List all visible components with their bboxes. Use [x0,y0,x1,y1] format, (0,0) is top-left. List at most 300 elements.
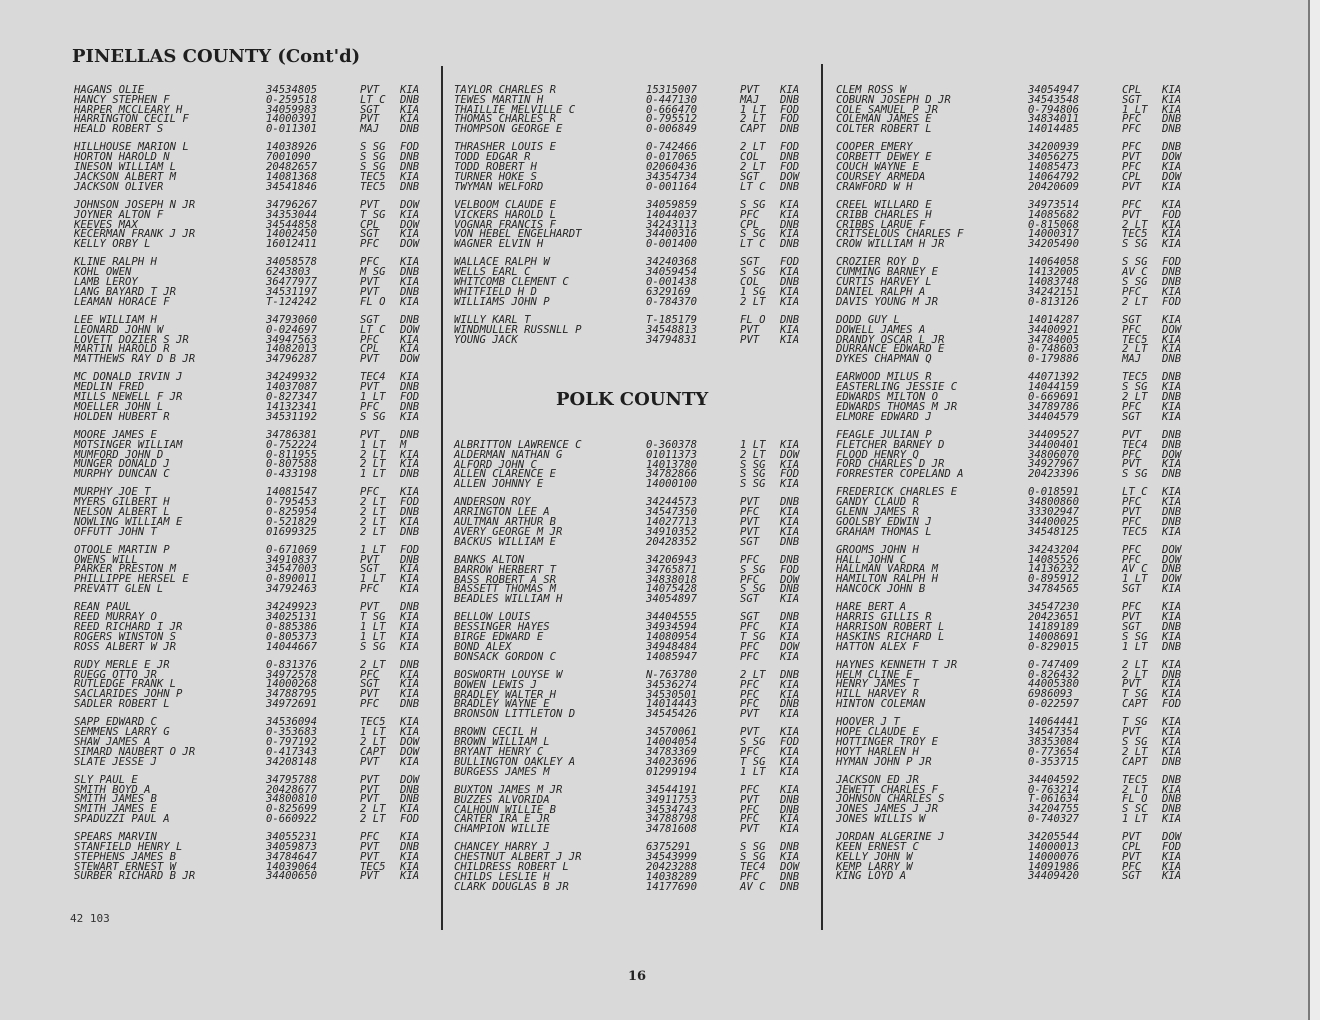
serial-cell: 34200939 [1028,141,1080,154]
name-cell: COUCH WAYNE E [836,161,919,174]
serial-cell: 14075428 [646,583,698,596]
status-cell: KIA [400,726,420,739]
serial-cell: 0-666470 [646,103,698,116]
serial-cell: T-061634 [1028,793,1080,806]
serial-cell: 14013780 [646,458,698,471]
serial-cell: 14091986 [1028,860,1080,873]
name-cell: HORTON HAROLD N [74,151,170,164]
name-cell: CRITSELOUS CHARLES F [836,228,964,241]
serial-cell: 0-259518 [266,93,318,106]
status-cell: DOW [1162,553,1182,566]
rank-cell: SGT [360,103,380,116]
rank-cell: LT C [360,323,386,336]
name-cell: AULTMAN ARTHUR B [454,516,557,529]
serial-cell: 0-447130 [646,93,698,106]
serial-cell: 34055231 [266,831,318,844]
rank-cell: PFC [1122,601,1142,614]
serial-cell: T-124242 [266,295,318,308]
status-cell: DNB [400,151,420,164]
name-cell: THAILLIE MELVILLE C [454,103,576,116]
name-cell: HALL JOHN C [836,553,907,566]
rank-cell: PFC [1122,860,1142,873]
rank-cell: PFC [360,333,380,346]
serial-cell: 34784647 [266,850,318,863]
name-cell: VOGNAR FRANCIS F [454,218,557,231]
status-cell: DNB [780,583,800,596]
name-cell: JOYNER ALTON F [74,208,164,221]
serial-cell: 14002450 [266,228,318,241]
rank-cell: 2 LT [740,295,766,308]
serial-cell: 34409527 [1028,428,1080,441]
status-cell: KIA [1162,285,1182,298]
status-cell: KIA [780,295,800,308]
status-cell: DOW [1162,573,1182,586]
name-cell: HANCY STEPHEN F [74,93,170,106]
serial-cell: 0-671069 [266,543,318,556]
rank-cell: M SG [360,266,386,279]
name-cell: HINTON COLEMAN [836,698,926,711]
rank-cell: 2 LT [1122,745,1148,758]
status-cell: KIA [1162,601,1182,614]
serial-cell: 34800860 [1028,496,1080,509]
rank-cell: 2 LT [360,505,386,518]
serial-cell: 0-022597 [1028,698,1080,711]
rank-cell: PFC [1122,113,1142,126]
status-cell: DNB [1162,141,1182,154]
status-cell: FOD [780,113,800,126]
name-cell: REAN PAUL [74,601,132,614]
name-cell: COURSEY ARMEDA [836,170,926,183]
serial-cell: 14085526 [1028,553,1080,566]
rank-cell: 1 LT [1122,640,1148,653]
status-cell: DNB [1162,620,1182,633]
serial-cell: 34927967 [1028,458,1080,471]
rank-cell: CPL [360,343,380,356]
serial-cell: 0-669691 [1028,391,1080,404]
serial-cell: 0-825954 [266,505,318,518]
name-cell: GANDY CLAUD R [836,496,919,509]
serial-cell: 20423396 [1028,468,1080,481]
serial-cell: 14136232 [1028,563,1080,576]
status-cell: KIA [1162,228,1182,241]
name-cell: WILLIAMS JOHN P [454,295,550,308]
serial-cell: 33302947 [1028,505,1080,518]
status-cell: KIA [400,486,420,499]
rank-cell: PVT [1122,151,1142,164]
name-cell: HYMAN JOHN P JR [836,755,932,768]
serial-cell: 0-797192 [266,735,318,748]
serial-cell: 34056275 [1028,151,1080,164]
status-cell: KIA [400,103,420,116]
status-cell: KIA [1162,525,1182,538]
serial-cell: 0-829015 [1028,640,1080,653]
rank-cell: PVT [740,793,760,806]
status-cell: KIA [1162,850,1182,863]
serial-cell: 0-811955 [266,448,318,461]
name-cell: CHILDS LESLIE H [454,870,550,883]
name-cell: SLY PAUL E [74,773,138,786]
rank-cell: PVT [360,198,380,211]
status-cell: DNB [400,468,420,481]
rank-cell: TEC5 [1122,228,1148,241]
serial-cell: 34786381 [266,428,318,441]
serial-cell: 34243204 [1028,543,1080,556]
status-cell: FOD [400,496,420,509]
name-cell: NELSON ALBERT L [74,505,170,518]
name-cell: BASS ROBERT A SR [454,573,557,586]
name-cell: SPEARS MARVIN [74,831,157,844]
status-cell: KIA [1162,783,1182,796]
name-cell: BARROW HERBERT T [454,563,557,576]
rank-cell: 2 LT [360,803,386,816]
status-cell: KIA [1162,860,1182,873]
status-cell: KIA [400,170,420,183]
name-cell: VON HEBEL ENGELHARDT [454,228,582,241]
serial-cell: 34249932 [266,371,318,384]
status-cell: KIA [1162,400,1182,413]
serial-cell: 0-795453 [266,496,318,509]
rank-cell: PVT [740,708,760,721]
name-cell: EDWARDS THOMAS M JR [836,400,958,413]
serial-cell: 0-825699 [266,803,318,816]
rank-cell: 2 LT [740,448,766,461]
serial-cell: 14064792 [1028,170,1080,183]
rank-cell: T SG [360,208,386,221]
name-cell: BOWEN LEWIS J [454,678,537,691]
serial-cell: 34947563 [266,333,318,346]
name-cell: HENRY JAMES T [836,678,919,691]
serial-cell: 34400316 [646,228,698,241]
status-cell: DNB [1162,391,1182,404]
serial-cell: 34404592 [1028,773,1080,786]
serial-cell: 34400401 [1028,438,1080,451]
status-cell: DNB [400,400,420,413]
name-cell: JACKSON OLIVER [74,180,164,193]
name-cell: DURRANCE EDWARD E [836,343,945,356]
name-cell: HILLHOUSE MARION L [74,141,189,154]
name-cell: WHITFIELD H D [454,285,537,298]
status-cell: KIA [780,650,800,663]
rank-cell: PFC [1122,448,1142,461]
rank-cell: SGT [1122,410,1142,423]
serial-cell: 34838018 [646,573,698,586]
rank-cell: 1 LT [1122,103,1148,116]
status-cell: KIA [1162,381,1182,394]
rank-cell: PVT [360,428,380,441]
name-cell: SPADUZZI PAUL A [74,813,170,825]
name-cell: BRADLEY WALTER H [454,688,557,701]
name-cell: KEEVES MAX [74,218,138,231]
serial-cell: 0-521829 [266,515,318,528]
serial-cell: 34530501 [646,688,698,701]
serial-cell: 34054947 [1028,84,1080,96]
serial-cell: 34547003 [266,563,318,576]
serial-cell: 0-807588 [266,458,318,471]
name-cell: KING LOYD A [836,870,907,883]
name-cell: SHAW JAMES A [74,735,151,748]
serial-cell: 14008691 [1028,630,1080,643]
status-cell: DOW [400,198,420,211]
serial-cell: 34059873 [266,841,318,854]
name-cell: JEWETT CHARLES F [836,783,939,796]
status-cell: KIA [780,726,800,739]
serial-cell: 0-748603 [1028,343,1080,356]
serial-cell: N-763780 [646,668,698,681]
serial-cell: 02060436 [646,161,698,174]
rank-cell: SGT [1122,870,1142,883]
name-cell: FREDERICK CHARLES E [836,486,958,499]
name-cell: DODD GUY L [836,313,900,326]
rank-cell: PVT [1122,678,1142,691]
status-cell: DOW [400,735,420,748]
status-cell: DNB [1162,266,1182,279]
serial-cell: 0-001438 [646,276,698,289]
rank-cell: PVT [740,323,760,336]
rank-cell: S SG [360,151,386,164]
rank-cell: T SG [740,755,766,768]
name-cell: SMITH JAMES B [74,793,157,806]
status-cell: DNB [780,880,800,893]
name-cell: BESSINGER HAYES [454,621,550,634]
serial-cell: 34249923 [266,601,318,614]
name-cell: ALFORD JOHN C [454,458,537,471]
rank-cell: PFC [740,688,760,701]
name-cell: BUXTON JAMES M JR [454,783,563,796]
name-cell: MYERS GILBERT H [74,496,170,509]
serial-cell: 34948484 [646,640,698,653]
name-cell: LAMB LEROY [74,276,138,289]
name-cell: HOLDEN HUBERT R [74,410,170,423]
rank-cell: PVT [360,353,380,366]
name-cell: MILLS NEWELL F JR [74,391,183,404]
status-cell: DNB [1162,428,1182,441]
rank-cell: COL [740,151,760,164]
rank-cell: SGT [360,313,380,326]
rank-cell: PFC [360,831,380,844]
serial-cell: 34536274 [646,678,698,691]
status-cell: DOW [400,745,420,758]
rank-cell: MAJ [1122,353,1142,366]
rank-cell: 2 LT [1122,295,1148,308]
name-cell: COLE SAMUEL P JR [836,103,939,116]
serial-cell: 34973514 [1028,198,1080,211]
name-cell: ROSS ALBERT W JR [74,640,177,653]
rank-cell: SGT [360,563,380,576]
serial-cell: 34058578 [266,256,318,269]
serial-cell: 34404555 [646,611,698,624]
serial-cell: 34400921 [1028,323,1080,336]
rank-cell: 1 LT [360,543,386,556]
serial-cell: 0-815068 [1028,218,1080,231]
status-cell: KIA [1162,813,1182,825]
rank-cell: PVT [1122,180,1142,193]
rank-cell: SGT [740,611,760,624]
status-cell: KIA [1162,726,1182,739]
serial-cell: 34400025 [1028,515,1080,528]
name-cell: ELMORE EDWARD J [836,410,932,423]
status-cell: FOD [1162,295,1182,308]
status-cell: DNB [780,151,800,164]
rank-cell: 1 LT [740,765,766,778]
status-cell: DNB [400,313,420,326]
name-cell: HARRINGTON CECIL F [74,113,189,126]
serial-cell: 34059983 [266,103,318,116]
status-cell: KIA [400,208,420,221]
status-cell: KIA [1162,458,1182,471]
serial-cell: 0-740327 [1028,813,1080,825]
rank-cell: PFC [360,583,380,596]
rank-cell: S SG [1122,256,1148,269]
name-cell: CHESTNUT ALBERT J JR [454,851,582,864]
status-cell: KIA [1162,496,1182,509]
status-cell: DNB [400,698,420,711]
rank-cell: PVT [740,84,760,96]
status-cell: KIA [1162,716,1182,729]
serial-cell: 34781608 [646,823,698,836]
name-cell: HARRISON ROBERT L [836,620,945,633]
status-cell: DNB [1162,123,1182,136]
serial-cell: 0-826432 [1028,668,1080,681]
rank-cell: PFC [740,746,760,759]
serial-cell: 34795788 [266,773,318,786]
name-cell: WHITCOMB CLEMENT C [454,276,569,289]
rank-cell: CAPT [740,123,766,136]
status-cell: KIA [400,515,420,528]
status-cell: DNB [1162,668,1182,681]
rank-cell: SGT [1122,93,1142,106]
name-cell: SADLER ROBERT L [74,698,170,711]
name-cell: GLENN JAMES R [836,505,919,518]
status-cell: DNB [780,276,800,289]
name-cell: HOYT HARLEN H [836,745,919,758]
serial-cell: 34788795 [266,688,318,701]
rank-cell: PFC [740,870,760,883]
rank-cell: 2 LT [740,668,766,681]
rank-cell: PVT [1122,505,1142,518]
serial-cell: 14000100 [646,478,698,491]
status-cell: DNB [780,535,800,548]
status-cell: KIA [780,813,800,826]
name-cell: BASSETT THOMAS M [454,583,557,596]
serial-cell: 34243113 [646,218,698,231]
name-cell: MC DONALD IRVIN J [74,371,183,384]
name-cell: BIRGE EDWARD E [454,631,544,644]
serial-cell: 14082013 [266,343,318,356]
name-cell: MARTIN HAROLD R [74,343,170,356]
status-cell: DNB [780,611,800,624]
serial-cell: 14081368 [266,170,318,183]
serial-cell: 34794831 [646,333,698,346]
column-divider [821,64,823,930]
status-cell: KIA [1162,218,1182,231]
rank-cell: S SG [1122,735,1148,748]
name-cell: FORD CHARLES D JR [836,458,945,471]
status-cell: KIA [1162,93,1182,106]
status-cell: KIA [400,371,420,384]
rank-cell: PVT [1122,428,1142,441]
name-cell: ALBRITTON LAWRENCE C [454,439,582,451]
name-cell: JOHNSON CHARLES S [836,793,945,806]
name-cell: KELLY ORBY L [74,238,151,251]
name-cell: RUDY MERLE E JR [74,658,170,671]
serial-cell: 0-024697 [266,323,318,336]
serial-cell: 34784565 [1028,583,1080,596]
name-cell: DAVIS YOUNG M JR [836,295,939,308]
serial-cell: 20482657 [266,161,318,174]
rank-cell: MAJ [740,93,760,106]
name-cell: YOUNG JACK [454,333,518,346]
name-cell: LOVETT DOZIER S JR [74,333,189,346]
name-cell: EASTERLING JESSIE C [836,381,958,394]
status-cell: DNB [1162,515,1182,528]
name-cell: MOORE JAMES E [74,428,157,441]
rank-cell: SGT [740,593,760,606]
serial-cell: 34934594 [646,621,698,634]
status-cell: KIA [400,850,420,863]
rank-cell: PVT [360,841,380,854]
status-cell: DNB [1162,640,1182,653]
rank-cell: PFC [1122,400,1142,413]
name-cell: CRIBBS LARUE F [836,218,926,231]
serial-cell: 0-417343 [266,745,318,758]
serial-cell: 0-895912 [1028,573,1080,586]
serial-cell: 34789786 [1028,400,1080,413]
rank-cell: 2 LT [1122,391,1148,404]
serial-cell: 34765871 [646,563,698,576]
serial-cell: 6329169 [646,285,691,298]
rank-cell: 1 LT [360,726,386,739]
name-cell: PARKER PRESTON M [74,563,177,576]
rank-cell: PVT [360,113,380,126]
rank-cell: PFC [1122,161,1142,174]
serial-cell: 34547230 [1028,601,1080,614]
serial-cell: 34242151 [1028,285,1080,298]
rank-cell: PFC [360,400,380,413]
rank-cell: 2 LT [360,496,386,509]
name-cell: STEPHENS JAMES B [74,850,177,863]
rank-cell: 2 LT [1122,343,1148,356]
rank-cell: PVT [360,783,380,796]
name-cell: HANCOCK JOHN B [836,583,926,596]
serial-cell: 14044037 [646,208,698,221]
serial-cell: 0-763214 [1028,783,1080,796]
status-cell: KIA [780,783,800,796]
serial-cell: 34543999 [646,851,698,864]
serial-cell: 34204755 [1028,803,1080,816]
status-cell: KIA [1162,583,1182,596]
name-cell: TODD EDGAR R [454,151,531,164]
status-cell: DNB [1162,371,1182,384]
status-cell: KIA [400,228,420,241]
status-cell: DNB [400,601,420,614]
name-cell: THOMAS CHARLES R [454,113,557,126]
status-cell: KIA [1162,84,1182,96]
name-cell: TODD ROBERT H [454,161,537,174]
serial-cell: 34544191 [646,783,698,796]
rank-cell: 2 LT [1122,668,1148,681]
serial-cell: 0-353683 [266,726,318,739]
status-cell: DOW [780,573,800,586]
rank-cell: SGT [740,256,760,269]
rank-cell: 1 LT [740,439,766,451]
name-cell: RUTLEDGE FRANK L [74,678,177,691]
serial-cell: 0-018591 [1028,486,1080,499]
name-cell: FLOOD HENRY Q [836,448,919,461]
name-cell: CRAWFORD W H [836,180,913,193]
serial-cell: 14014287 [1028,313,1080,326]
rank-cell: PVT [360,773,380,786]
rank-cell: CAPT [1122,755,1148,768]
